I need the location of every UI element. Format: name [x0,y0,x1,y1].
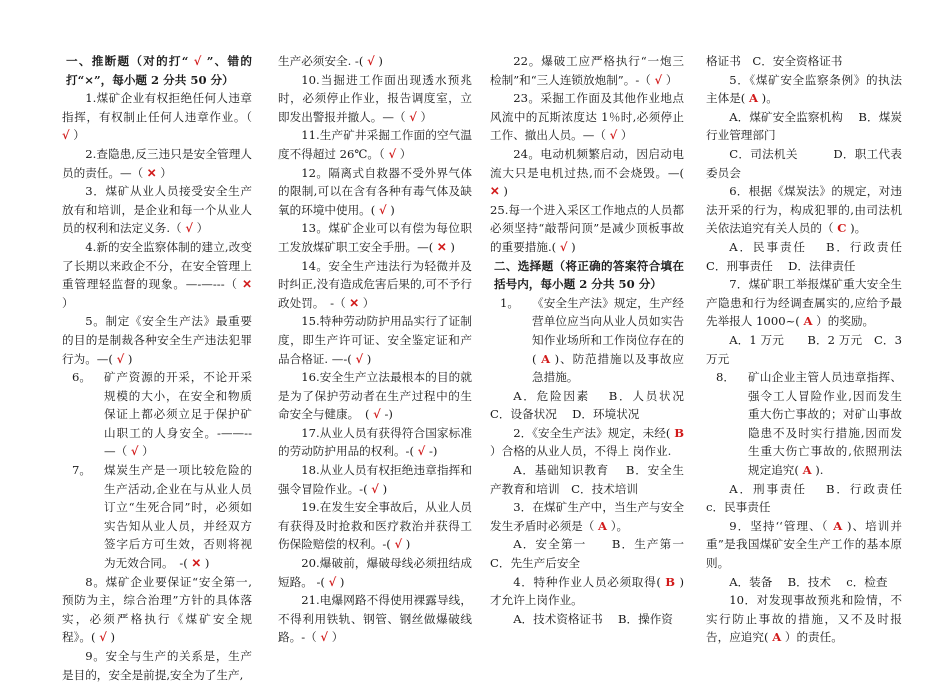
check-mark-icon: √ [193,54,202,68]
check-mark-icon: √ [409,109,417,124]
check-mark-icon: √ [559,239,568,254]
question-item: 10.当掘进工作面出现透水预兆时，必须停止作业，报告调度室，立即发出警报并撤人。—（ √ ） [278,72,472,124]
answer-letter: B [665,574,676,589]
question-item: 10．对发现事故预兆和险情，不实行防止事故的措施，又不及时报告，应追究( A ）的责任。 [706,593,902,645]
item-body: 矿产资源的开采，不论开采规模的大小，在安全和物质保证上都必须立足于保护矿山职工的人身安全。-——--—（ √ ） [104,370,252,459]
question-item: 24。电动机频繁启动，因启动电流大只是电机过热,而不会烧毁。—( ✕ ) [490,146,684,199]
question-item: 22。爆破工应严格执行“一炮三检制”和“三人连锁放炮制”。-（ √ ） [490,54,684,87]
cross-mark-icon: ✕ [242,277,252,292]
check-mark-icon: √ [130,444,139,459]
question-item: A．装备 B．技术 c．检查 [729,574,888,589]
check-mark-icon: √ [367,54,375,68]
question-item: 5．《煤矿安全监察条例》的执法主体是( A )。 [706,72,902,106]
question-item: 3．煤矿从业人员接受安全生产放有和培训，是企业和每一个从业人员的权利和法定义务.（ √ ） [62,184,252,236]
check-mark-icon: √ [378,202,387,217]
answer-letter: C [837,221,847,236]
question-item: 23。采掘工作面及其他作业地点风流中的瓦斯浓度达 1％时,必须停止工作、撤出人员。—（ √ ） [490,91,684,143]
section-heading: 二、选择题（将正确的答案符合填在括号内，每小题 2 分共 50 分） [494,258,684,292]
cross-mark-icon: ✕ [436,239,447,254]
question-item: 4.新的安全监察体制的建立,改变了长期以来政企不分，在安全管理上重管理轻监督的现象。—-—---（ ✕ ） [62,239,252,310]
question-item: 4．特种作业人员必须取得( B )才允许上岗作业。 [490,574,684,608]
question-item: A．民事责任 B．行政责任 C．刑事责任 D．法律责任 [706,239,914,273]
question-item: A．技术资格证书 B．操作资 [513,611,673,626]
check-mark-icon: √ [417,444,426,459]
question-item: 格证书 C．安全资格证书 [706,54,843,68]
question-item: 18.从业人员有权拒绝违章指挥和强令冒险作业。-( √ ) [278,463,472,496]
column-2 [278,52,472,647]
question-item: 生产必须安全. -( √ ) [278,54,383,68]
check-mark-icon: √ [394,537,403,552]
question-item: 16.安全生产立法最根本的目的就是为了保护劳动者在生产过程中的生命安全与健康。 ( √ -) [278,370,472,422]
question-item: 21.电爆网路不得使用裸露导线，不得利用铁轨、钢管、钢丝做爆破线路。-（ √ ） [278,593,472,645]
check-mark-icon: √ [388,146,397,161]
item-number: 1。 [500,295,519,310]
answer-letter: A [541,351,551,366]
check-mark-icon: √ [185,221,193,236]
item-number: 7。 [72,463,91,478]
check-mark-icon: √ [371,481,379,496]
question-item: C．司法机关 D．职工代表委员会 [706,146,902,180]
answer-letter: A [749,91,758,106]
question-item: 20.爆破前，爆破母线必须扭结成短路。 -( √ ) [278,556,472,589]
question-item [490,294,684,387]
answer-letter: A [833,518,843,533]
item-body: 煤炭生产是一项比较危险的生产活动,企业在与从业人员订立“生死合同”时，必须如实告知从业人员，并经双方签字后方可生效，否则将视为无效合同。 -( ✕ ) [104,463,252,571]
question-item: 19.在发生安全事故后，从业人员有获得及时抢救和医疗救治并获得工伤保险赔偿的权利。-( √ ) [278,500,472,552]
section-heading: 一、推断题（对的打“ √ ”、错的打“×”，每小题 2 分共 50 分） [66,54,252,87]
question-item: 3．在煤矿生产中，当生产与安全发生矛盾时必须是（ A ）。 [490,500,684,533]
cross-mark-icon: ✕ [191,556,202,571]
question-item: 7．煤矿职工举报煤矿重大安全生产隐患和行为经调查属实的,应给予最先举报人 1000~( A ）的奖励。 [706,277,902,329]
question-item: A．危险因素 B．人员状况 C．设备状况 D．环境状况 [490,388,696,422]
question-item: A．基础知识教育 B．安全生产教育和培训 C．技术培训 [490,463,684,496]
question-item: 25.每一个进入采区工作地点的人员都必须坚持“敲帮问顶”是减少顶板事故的重要措施.( √ ) [490,202,684,254]
question-item: 1.煤矿企业有权拒绝任何人违章指挥，有权制止任何人违章作业。（ √ ） [62,91,252,143]
question-item [706,368,902,480]
check-mark-icon: √ [62,128,70,143]
answer-letter: A [802,463,812,478]
check-mark-icon: √ [116,351,125,366]
answer-letter: B [674,425,684,440]
answer-letter: A [803,314,813,329]
check-mark-icon: √ [328,574,337,589]
question-item: 9．坚持‘‘管理、（ A )、培训并重”是我国煤矿安全生产工作的基本原则。 [706,518,902,571]
question-item: 5。制定《安全生产法》最重要的目的是制裁各种安全生产违法犯罪行为。—( √ ) [62,314,252,366]
question-item: 8。煤矿企业要保证“安全第一,预防为主，综合治理”方针的具体落实，必须严格执行《煤矿安全规程》。( √ ) [62,574,252,645]
cross-mark-icon: ✕ [490,184,500,199]
check-mark-icon: √ [654,72,663,87]
question-item: 13。煤矿企业可以有偿为每位职工发放煤矿职工安全手册。—( ✕ ) [278,221,472,254]
question-item: 6．根据《煤炭法》的规定，对违法开采的行为，构成犯罪的,由司法机关依法追究有关人员的（ C )。 [706,184,902,236]
question-item: 2.查隐患,反三违只是安全管理人员的责任。—（ ✕ ） [62,146,252,180]
column-3 [490,52,696,628]
question-item: A．1 万元 B．2 万元 C．3 万元 [706,332,902,366]
check-mark-icon: √ [609,128,618,143]
question-item [62,368,252,461]
question-item: 14。安全生产违法行为轻微并及时纠正,没有造成危害后果的,可不予行政处罚。 -（ ✕ ） [278,258,472,310]
cross-mark-icon: ✕ [146,165,157,180]
column-1 [62,52,252,684]
cross-mark-icon: ✕ [349,295,360,310]
item-body: 矿山企业主管人员违章指挥、强令工人冒险作业,因而发生重大伤亡事故的；对矿山事故隐患不及时实行措施,因而发生重大伤亡事故的,依照刑法规定追究( A ). [748,370,902,478]
item-number: 6。 [72,370,91,385]
question-item: A．安全第一 B．生产第一 C．先生产后安全 [490,537,696,571]
question-item: A．煤矿安全监察机构 B．煤炭行业管理部门 [706,109,902,143]
question-item: 11.生产矿井采掘工作面的空气温度不得超过 26℃。（ √ ） [278,128,472,161]
answer-letter: A [772,630,782,645]
check-mark-icon: √ [320,630,329,645]
check-mark-icon: √ [373,407,381,422]
question-item: 15.特种劳动防护用品实行了证制度，即生产许可证、安全鉴定证和产品合格证. —-( √ ) [278,314,472,366]
question-item: 2．《安全生产法》规定，未经( B ）合格的从业人员，不得上 岗作业. [490,425,684,459]
check-mark-icon: √ [355,351,364,366]
question-item: 9。安全与生产的关系是，生产是目的，安全是前提,安全为了生产, [62,649,252,682]
question-item: A．刑事责任 B．行政责任 c．民事责任 [706,481,914,515]
column-4 [706,52,914,647]
item-number: 8． [716,370,735,385]
question-item: 12。隔离式自救器不受外界气体的限制,可以在含有各种有毒气体及缺氧的环境中使用。( √ ) [278,165,472,217]
question-item [62,461,252,573]
question-item: 17.从业人员有获得符合国家标准的劳动防护用品的权利。-( √ -) [278,425,472,459]
check-mark-icon: √ [99,630,107,645]
item-body: 《安全生产法》规定，生产经营单位应当向从业人员如实告知作业场所和工作岗位存在的( A )、防范措施以及事故应急措施。 [532,295,684,385]
answer-letter: A [598,518,608,533]
